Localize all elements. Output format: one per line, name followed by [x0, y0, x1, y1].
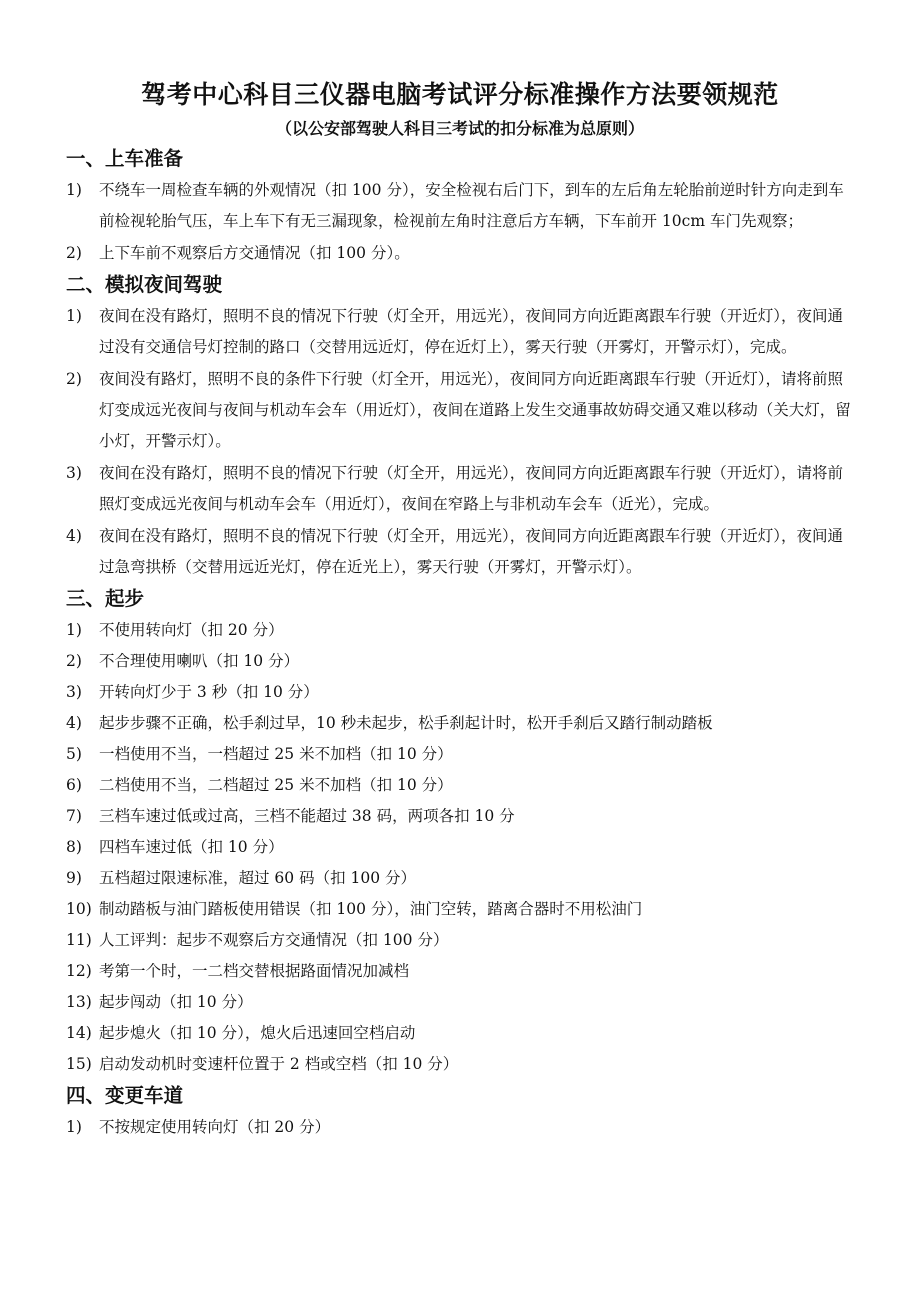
list-item [66, 458, 858, 520]
item-text: 三档车速过低或过高，三档不能超过 38 码，两项各扣 10 分 [99, 807, 515, 825]
list-item [66, 238, 858, 269]
list-item [66, 646, 858, 677]
list-item [66, 863, 858, 894]
item-text: 夜间在没有路灯，照明不良的情况下行驶（灯全开，用远光），夜间同方向近距离跟车行驶（开近灯），夜间通过急弯拱桥（交替用远近光灯，停在近光上），雾天行驶（开雾灯，开警示灯）。 [99, 527, 844, 576]
item-text: 二档使用不当，二档超过 25 米不加档（扣 10 分） [99, 776, 453, 794]
list-item [66, 1018, 858, 1049]
section-lane-change [66, 1080, 858, 1143]
item-text: 不合理使用喇叭（扣 10 分） [99, 652, 300, 670]
item-number: 2) [66, 652, 82, 670]
section-heading: 四、变更车道 [66, 1084, 184, 1107]
list-item [66, 301, 858, 363]
item-text: 开转向灯少于 3 秒（扣 10 分） [99, 683, 319, 701]
item-text: 起步步骤不正确，松手刹过早，10 秒未起步，松手刹起计时，松开手刹后又踏行制动踏板 [99, 714, 713, 732]
list-item [66, 894, 858, 925]
list-item [66, 1112, 858, 1143]
list-item [66, 677, 858, 708]
item-number: 4) [66, 714, 82, 732]
item-number: 7) [66, 807, 82, 825]
item-text: 制动踏板与油门踏板使用错误（扣 100 分），油门空转，踏离合器时不用松油门 [99, 900, 643, 918]
list-item [66, 770, 858, 801]
item-number: 2) [66, 244, 82, 262]
item-number: 1) [66, 621, 82, 639]
item-text: 上下车前不观察后方交通情况（扣 100 分）。 [99, 244, 410, 262]
list-item [66, 801, 858, 832]
item-text: 不绕车一周检查车辆的外观情况（扣 100 分），安全检视右后门下，到车的左后角左轮胎前逆时针方向走到车前检视轮胎气压，车上车下有无三漏现象，检视前左角时注意后方车辆，下车前开 10cm 车门先观察； [99, 181, 844, 230]
section-heading: 三、起步 [66, 587, 145, 610]
item-number: 9) [66, 869, 82, 887]
item-text: 起步熄火（扣 10 分），熄火后迅速回空档启动 [99, 1024, 416, 1042]
item-number: 8) [66, 838, 82, 856]
item-number: 3) [66, 464, 82, 482]
item-number: 11) [66, 931, 92, 949]
item-number: 6) [66, 776, 82, 794]
item-number: 1) [66, 181, 82, 199]
item-number: 12) [66, 962, 92, 980]
section-heading: 二、模拟夜间驾驶 [66, 273, 223, 296]
item-text: 四档车速过低（扣 10 分） [99, 838, 284, 856]
item-text: 不按规定使用转向灯（扣 20 分） [99, 1118, 331, 1136]
item-number: 13) [66, 993, 92, 1011]
list-item [66, 1049, 858, 1080]
list-item [66, 364, 858, 457]
list-item [66, 925, 858, 956]
section-night-driving-simulation [66, 269, 858, 583]
list-item [66, 521, 858, 583]
item-number: 15) [66, 1055, 92, 1073]
item-text: 不使用转向灯（扣 20 分） [99, 621, 284, 639]
item-number: 1) [66, 307, 82, 325]
list-item [66, 956, 858, 987]
item-text: 起步闯动（扣 10 分） [99, 993, 253, 1011]
item-text: 夜间在没有路灯，照明不良的情况下行驶（灯全开，用远光），夜间同方向近距离跟车行驶（开近灯），夜间通过没有交通信号灯控制的路口（交替用远近灯，停在近灯上），雾天行驶（开雾灯，开警示灯），完成。 [99, 307, 844, 356]
item-text: 夜间在没有路灯，照明不良的情况下行驶（灯全开，用远光），夜间同方向近距离跟车行驶（开近灯），请将前照灯变成远光夜间与机动车会车（用近灯），夜间在窄路上与非机动车会车（近光），完成。 [99, 464, 844, 513]
list-item [66, 615, 858, 646]
list-item [66, 739, 858, 770]
item-text: 人工评判：起步不观察后方交通情况（扣 100 分） [99, 931, 449, 949]
item-number: 3) [66, 683, 82, 701]
item-number: 5) [66, 745, 82, 763]
item-text: 一档使用不当，一档超过 25 米不加档（扣 10 分） [99, 745, 453, 763]
document-title: 驾考中心科目三仪器电脑考试评分标准操作方法要领规范 [141, 80, 779, 109]
item-text: 考第一个时，一二档交替根据路面情况加减档 [99, 962, 410, 980]
item-number: 1) [66, 1118, 82, 1136]
item-text: 启动发动机时变速杆位置于 2 档或空档（扣 10 分） [99, 1055, 459, 1073]
section-heading: 一、上车准备 [66, 147, 184, 170]
list-item [66, 708, 858, 739]
item-text: 五档超过限速标准，超过 60 码（扣 100 分） [99, 869, 417, 887]
list-item [66, 832, 858, 863]
document-body [66, 143, 858, 1143]
item-number: 2) [66, 370, 82, 388]
section-boarding-preparation [66, 143, 858, 269]
item-number: 14) [66, 1024, 92, 1042]
list-item [66, 175, 858, 237]
item-text: 夜间没有路灯，照明不良的条件下行驶（灯全开，用远光），夜间同方向近距离跟车行驶（开近灯），请将前照灯变成远光夜间与夜间与机动车会车（用近灯），夜间在道路上发生交通事故妨碍交通又难以移动（关大灯，留小灯，开警示灯）。 [99, 370, 851, 450]
item-number: 4) [66, 527, 82, 545]
item-number: 10) [66, 900, 92, 918]
document-subtitle: （以公安部驾驶人科目三考试的扣分标准为总原则） [275, 119, 644, 138]
section-starting-off [66, 583, 858, 1080]
list-item [66, 987, 858, 1018]
